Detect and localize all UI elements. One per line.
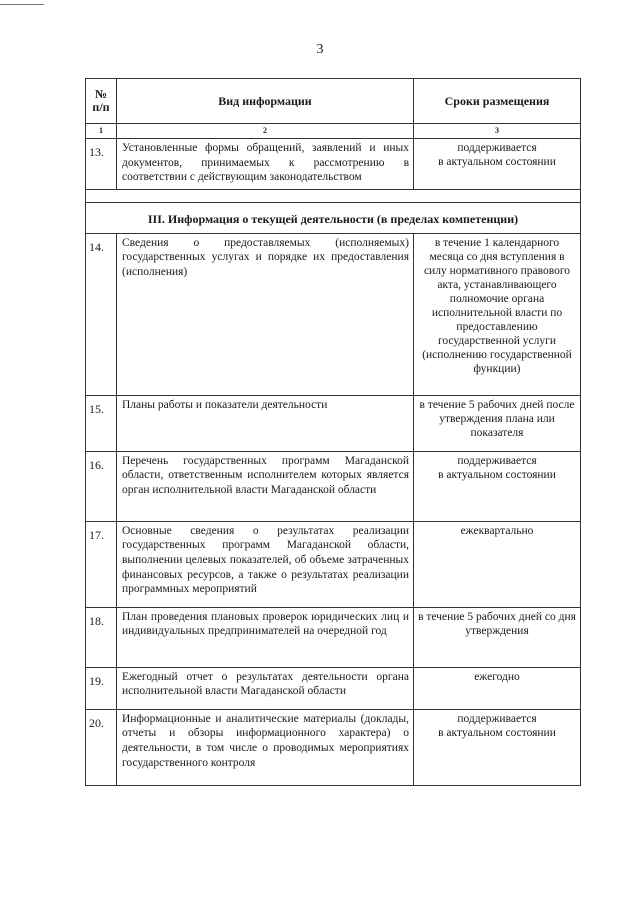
row-term: в течение 1 календарного месяца со дня вступления в силу нормативного правового акта, устанавливающего полномочие органа исполнительной власти по предоставлению государственной услуги (исполнению государственной функции)	[414, 233, 581, 395]
header-terms: Сроки размещения	[414, 79, 581, 124]
spacer-cell	[86, 189, 581, 202]
row-info: Основные сведения о результатах реализации государственных программ Магаданской области, выполнении целевых показателей, об объеме затраченных финансовых ресурсов, а также о результатах реализации программных мероприятий	[117, 521, 414, 607]
row-info: Установленные формы обращений, заявлений и иных документов, принимаемых к рассмотрению в соответствии с действующим законодательством	[117, 139, 414, 190]
row-info: Информационные и аналитические материалы (доклады, отчеты и обзоры информационного характера) о деятельности, в том числе о проводимых мероприятиях государственного контроля	[117, 709, 414, 785]
index-cell: 3	[414, 124, 581, 139]
index-cell: 1	[86, 124, 117, 139]
row-term: ежеквартально	[414, 521, 581, 607]
row-number: 20.	[86, 709, 117, 785]
header-num: № п/п	[86, 79, 117, 124]
section-row	[86, 202, 581, 233]
row-term: поддерживается в актуальном состоянии	[414, 709, 581, 785]
table-row	[86, 709, 581, 785]
table-row	[86, 521, 581, 607]
table-row	[86, 233, 581, 395]
index-row	[86, 124, 581, 139]
table-row	[86, 139, 581, 190]
spacer-row	[86, 189, 581, 202]
row-number: 19.	[86, 667, 117, 709]
section-title: III. Информация о текущей деятельности (в пределах компетенции)	[86, 202, 581, 233]
table-row	[86, 667, 581, 709]
row-number: 15.	[86, 395, 117, 451]
row-info: Ежегодный отчет о результатах деятельности органа исполнительной власти Магаданской области	[117, 667, 414, 709]
document-table	[85, 78, 581, 786]
corner-mark	[0, 4, 44, 5]
row-term: ежегодно	[414, 667, 581, 709]
row-term: поддерживается в актуальном состоянии	[414, 451, 581, 521]
row-term: в течение 5 рабочих дней после утверждения плана или показателя	[414, 395, 581, 451]
row-term: поддерживается в актуальном состоянии	[414, 139, 581, 190]
row-number: 13.	[86, 139, 117, 190]
table-row	[86, 607, 581, 667]
row-info: Сведения о предоставляемых (исполняемых) государственных услугах и порядке их предоставления (исполнения)	[117, 233, 414, 395]
row-info: Планы работы и показатели деятельности	[117, 395, 414, 451]
row-number: 18.	[86, 607, 117, 667]
row-number: 17.	[86, 521, 117, 607]
table-row	[86, 395, 581, 451]
row-number: 16.	[86, 451, 117, 521]
row-term: в течение 5 рабочих дней со дня утверждения	[414, 607, 581, 667]
row-info: Перечень государственных программ Магаданской области, ответственным исполнителем которых является орган исполнительной власти Магаданской области	[117, 451, 414, 521]
index-cell: 2	[117, 124, 414, 139]
table-row	[86, 451, 581, 521]
header-info: Вид информации	[117, 79, 414, 124]
page-number: 3	[316, 42, 324, 57]
header-row	[86, 79, 581, 124]
row-info: План проведения плановых проверок юридических лиц и индивидуальных предпринимателей на очередной год	[117, 607, 414, 667]
row-number: 14.	[86, 233, 117, 395]
